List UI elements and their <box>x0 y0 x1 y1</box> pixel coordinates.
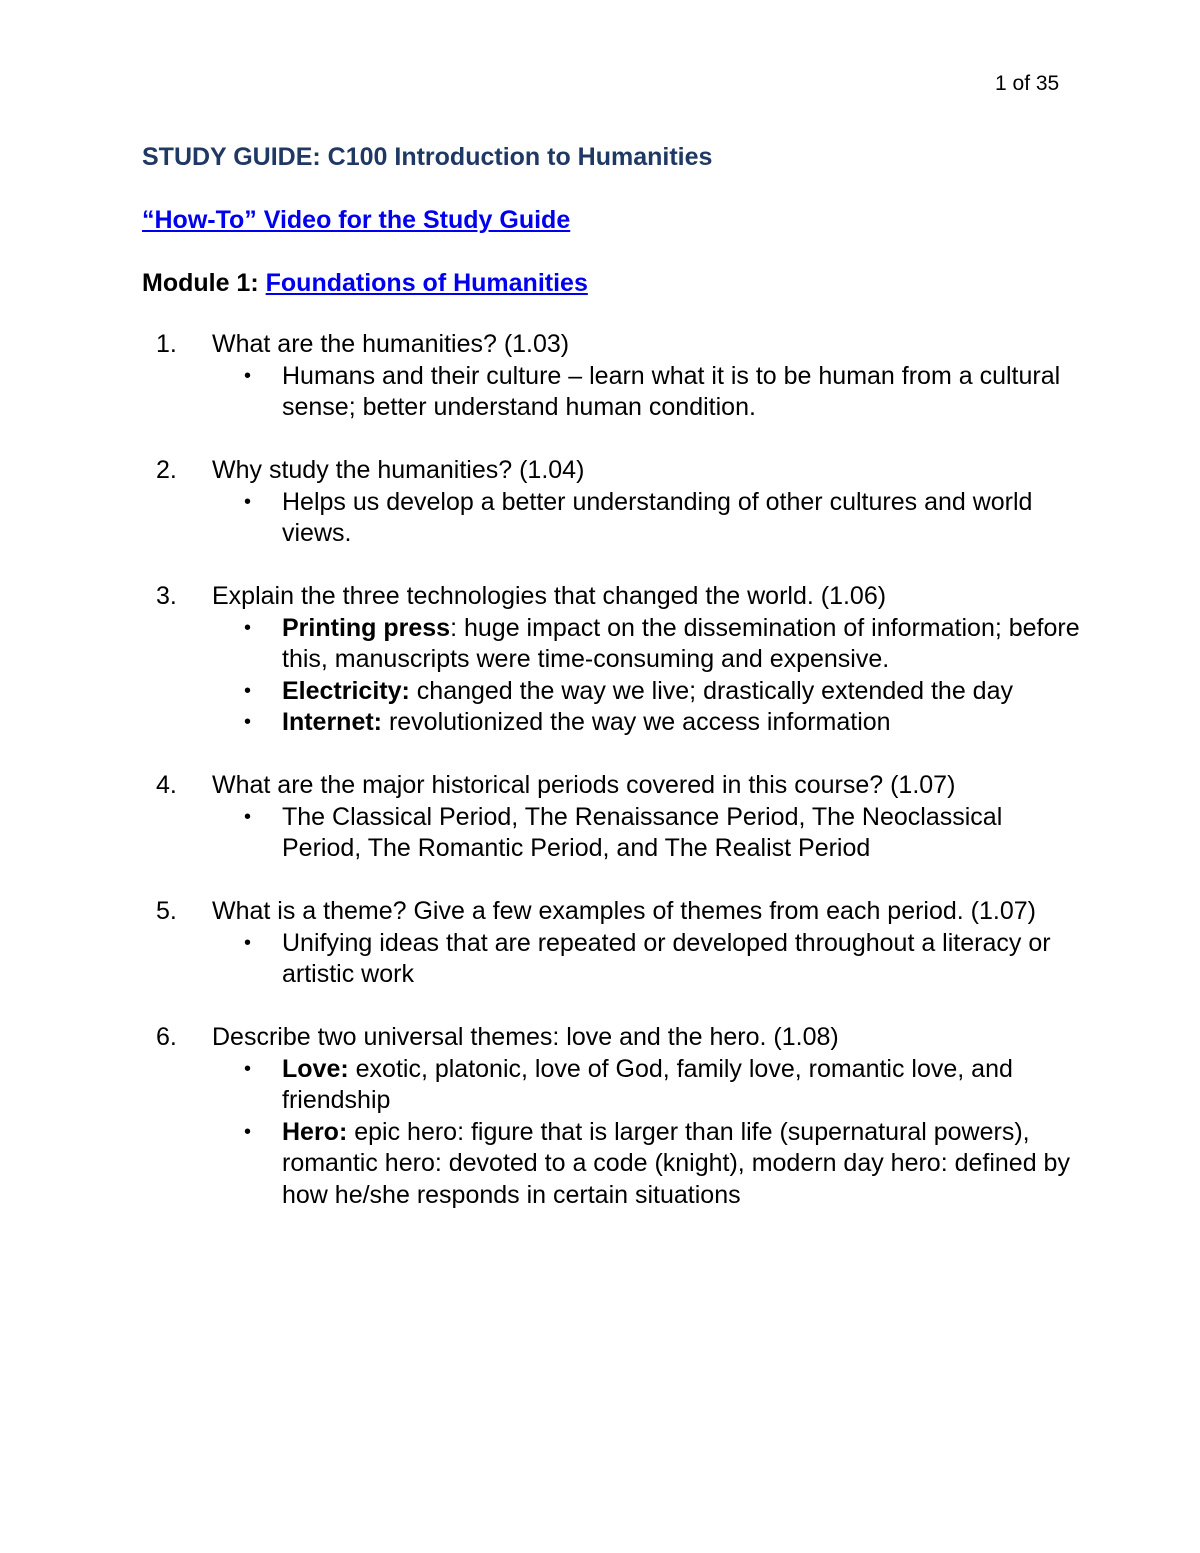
answer-text: Helps us develop a better understanding of other cultures and world views. <box>282 487 1033 547</box>
answer-term: Printing press <box>282 613 451 642</box>
answer-list <box>212 487 1082 550</box>
answer-term: Love: <box>282 1054 349 1083</box>
module-heading <box>142 266 1082 300</box>
answer-item <box>212 1054 1082 1117</box>
answer-text: exotic, platonic, love of God, family love, romantic love, and friendship <box>282 1054 1013 1114</box>
document-body <box>142 140 1082 1243</box>
answer-item <box>212 928 1082 991</box>
answer-text: revolutionized the way we access information <box>382 708 891 736</box>
answer-text: epic hero: figure that is larger than life (supernatural powers), romantic hero: devoted to a code (knight), modern day hero: defined by how he/she responds in certain situations <box>282 1117 1070 1209</box>
answer-item <box>212 613 1082 676</box>
answer-item <box>212 802 1082 865</box>
question-item <box>142 1022 1082 1211</box>
question-number: 1. <box>156 330 177 358</box>
answer-text: Humans and their culture – learn what it is to be human from a cultural sense; better understand human condition. <box>282 361 1061 421</box>
answer-item <box>212 707 1082 739</box>
question-item <box>142 770 1082 865</box>
bullet-icon: • <box>244 931 252 954</box>
question-text: Explain the three technologies that changed the world. (1.06) <box>212 582 887 610</box>
question-text: Why study the humanities? (1.04) <box>212 456 585 484</box>
module-link[interactable]: Foundations of Humanities <box>265 269 588 297</box>
question-number: 4. <box>156 771 177 799</box>
answer-text: changed the way we live; drastically extended the day <box>409 676 1013 705</box>
answer-item <box>212 1117 1082 1212</box>
bullet-icon: • <box>244 711 252 733</box>
question-text: What are the major historical periods covered in this course? (1.07) <box>212 771 956 799</box>
question-text: What are the humanities? (1.03) <box>212 330 570 358</box>
answer-item <box>212 487 1082 550</box>
bullet-icon: • <box>244 616 252 639</box>
question-number: 6. <box>156 1023 177 1051</box>
answer-list <box>212 802 1082 865</box>
question-number: 5. <box>156 897 177 925</box>
answer-list <box>212 1054 1082 1212</box>
answer-text: : huge impact on the dissemination of information; before this, manuscripts were time-consuming and expensive. <box>282 613 1080 673</box>
question-number: 2. <box>156 456 177 484</box>
answer-list <box>212 928 1082 991</box>
bullet-icon: • <box>244 364 252 387</box>
bullet-icon: • <box>244 1057 252 1080</box>
answer-text: The Classical Period, The Renaissance Period, The Neoclassical Period, The Romantic Period, and The Realist Period <box>282 802 1003 862</box>
answer-item <box>212 676 1082 708</box>
answer-term: Electricity: <box>282 676 410 705</box>
bullet-icon: • <box>244 1120 252 1143</box>
answer-item <box>212 361 1082 424</box>
bullet-icon: • <box>244 490 252 513</box>
question-text: What is a theme? Give a few examples of themes from each period. (1.07) <box>212 897 1036 925</box>
answer-text: Unifying ideas that are repeated or developed throughout a literacy or artistic work <box>282 928 1051 988</box>
document-title: STUDY GUIDE: C100 Introduction to Humanities <box>142 143 713 171</box>
question-item <box>142 581 1082 739</box>
answer-term: Hero: <box>282 1117 348 1146</box>
how-to-video-link[interactable]: “How-To” Video for the Study Guide <box>142 206 571 234</box>
answer-list <box>212 361 1082 424</box>
question-text: Describe two universal themes: love and the hero. (1.08) <box>212 1023 839 1051</box>
question-item <box>142 896 1082 991</box>
question-item <box>142 329 1082 424</box>
bullet-icon: • <box>244 805 252 828</box>
question-number: 3. <box>156 582 177 610</box>
question-list <box>142 329 1082 1211</box>
module-label: Module 1: <box>142 269 259 297</box>
question-item <box>142 455 1082 550</box>
page-number: 1 of 35 <box>995 72 1060 95</box>
answer-list <box>212 613 1082 739</box>
bullet-icon: • <box>244 679 252 702</box>
answer-term: Internet: <box>282 708 382 736</box>
